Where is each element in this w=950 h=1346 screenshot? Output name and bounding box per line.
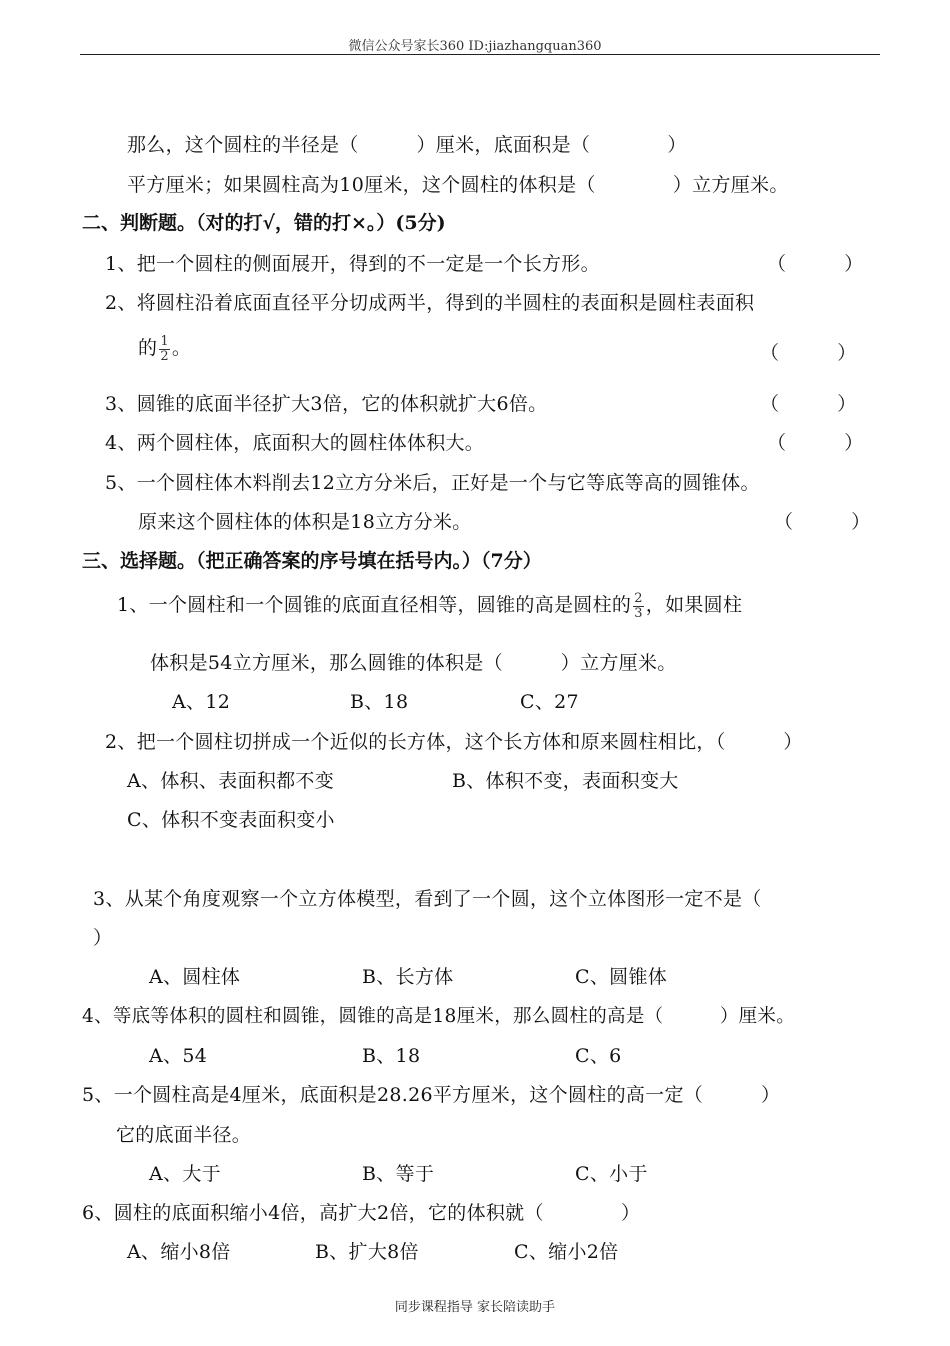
frac-denominator: 2 [160, 348, 169, 364]
choice-q2-option-c[interactable]: C、体积不变表面积变小 [127, 809, 335, 831]
choice-q6-option-b[interactable]: B、扩大8倍 [315, 1241, 419, 1263]
page-header: 微信公众号家长360 ID:jiazhangquan360 [348, 39, 602, 54]
choice-q3-option-a[interactable]: A、圆柱体 [149, 966, 241, 988]
frac-denominator: 3 [634, 605, 643, 621]
judge-q2-text: 2、将圆柱沿着底面直径平分切成两半，得到的半圆柱的表面积是圆柱表面积 [105, 292, 755, 314]
choice-q3-line2: ） [93, 927, 113, 949]
section-3-title: 三、选择题。（把正确答案的序号填在括号内。）（7分） [82, 550, 542, 572]
fraction-one-half [159, 335, 170, 364]
choice-q1-line1 [117, 590, 742, 621]
choice-q5-option-c[interactable]: C、小于 [575, 1163, 648, 1185]
judge-q3-answer[interactable]: （ ） [760, 393, 857, 415]
choice-q5-line1: 5、一个圆柱高是4厘米，底面积是28.26平方厘米，这个圆柱的高一定（ ） [82, 1084, 781, 1106]
judge-q2-prefix: 的 [138, 337, 158, 359]
choice-q6-line1: 6、圆柱的底面积缩小4倍，高扩大2倍，它的体积就（ ） [82, 1202, 641, 1224]
choice-q1-pre: 1、一个圆柱和一个圆锥的底面直径相等，圆锥的高是圆柱的 [117, 594, 632, 616]
choice-q2-option-a[interactable]: A、体积、表面积都不变 [127, 770, 335, 792]
frac-numerator: 2 [634, 590, 643, 606]
judge-q2-suffix: 。 [171, 337, 192, 359]
judge-q4-answer[interactable]: （ ） [767, 432, 864, 454]
judge-q1-text: 1、把一个圆柱的侧面展开，得到的不一定是一个长方形。 [105, 253, 600, 275]
judge-q2-line2 [138, 333, 191, 364]
judge-q3-text: 3、圆锥的底面半径扩大3倍，它的体积就扩大6倍。 [105, 393, 548, 415]
judge-q1-answer[interactable]: （ ） [767, 253, 864, 275]
choice-q2-line1: 2、把一个圆柱切拼成一个近似的长方体，这个长方体和原来圆柱相比，（ ） [105, 731, 803, 753]
judge-q5-line2: 原来这个圆柱体的体积是18立方分米。 [138, 511, 472, 533]
choice-q1-option-b[interactable]: B、18 [350, 691, 409, 713]
frac-numerator: 1 [160, 333, 169, 349]
choice-q6-option-a[interactable]: A、缩小8倍 [127, 1241, 231, 1263]
choice-q1-option-a[interactable]: A、12 [172, 691, 231, 713]
choice-q1-line2: 体积是54立方厘米，那么圆锥的体积是（ ）立方厘米。 [150, 652, 677, 674]
judge-q5-text: 5、一个圆柱体木料削去12立方分米后，正好是一个与它等底等高的圆锥体。 [105, 472, 760, 494]
choice-q1-option-c[interactable]: C、27 [520, 691, 579, 713]
header-rule [80, 54, 880, 55]
choice-q2-option-b[interactable]: B、体积不变，表面积变大 [452, 770, 679, 792]
choice-q3-line1: 3、从某个角度观察一个立方体模型，看到了一个圆，这个立体图形一定不是（ [93, 888, 762, 910]
judge-q2-answer[interactable]: （ ） [760, 342, 857, 364]
choice-q3-option-b[interactable]: B、长方体 [362, 966, 454, 988]
choice-q5-option-b[interactable]: B、等于 [362, 1163, 435, 1185]
choice-q4-option-c[interactable]: C、6 [575, 1045, 622, 1067]
choice-q6-option-c[interactable]: C、缩小2倍 [514, 1241, 619, 1263]
choice-q3-option-c[interactable]: C、圆锥体 [575, 966, 668, 988]
section-2-title: 二、判断题。（对的打√，错的打×。）(5分) [82, 212, 446, 234]
choice-q4-option-a[interactable]: A、54 [149, 1045, 208, 1067]
judge-q4-text: 4、两个圆柱体，底面积大的圆柱体体积大。 [105, 432, 485, 454]
choice-q5-option-a[interactable]: A、大于 [149, 1163, 221, 1185]
judge-q5-answer[interactable]: （ ） [774, 511, 871, 533]
choice-q5-line2: 它的底面半径。 [116, 1124, 252, 1146]
fill-line-1: 那么，这个圆柱的半径是（ ）厘米，底面积是（ ） [127, 134, 687, 156]
choice-q1-post: ，如果圆柱 [645, 594, 743, 616]
fill-line-2: 平方厘米；如果圆柱高为10厘米，这个圆柱的体积是（ ）立方厘米。 [127, 174, 789, 196]
page-footer: 同步课程指导 家长陪读助手 [394, 1300, 556, 1315]
choice-q4-line1: 4、等底等体积的圆柱和圆锥，圆锥的高是18厘米，那么圆柱的高是（ ）厘米。 [82, 1006, 796, 1027]
choice-q4-option-b[interactable]: B、18 [362, 1045, 421, 1067]
fraction-two-thirds [633, 592, 644, 621]
